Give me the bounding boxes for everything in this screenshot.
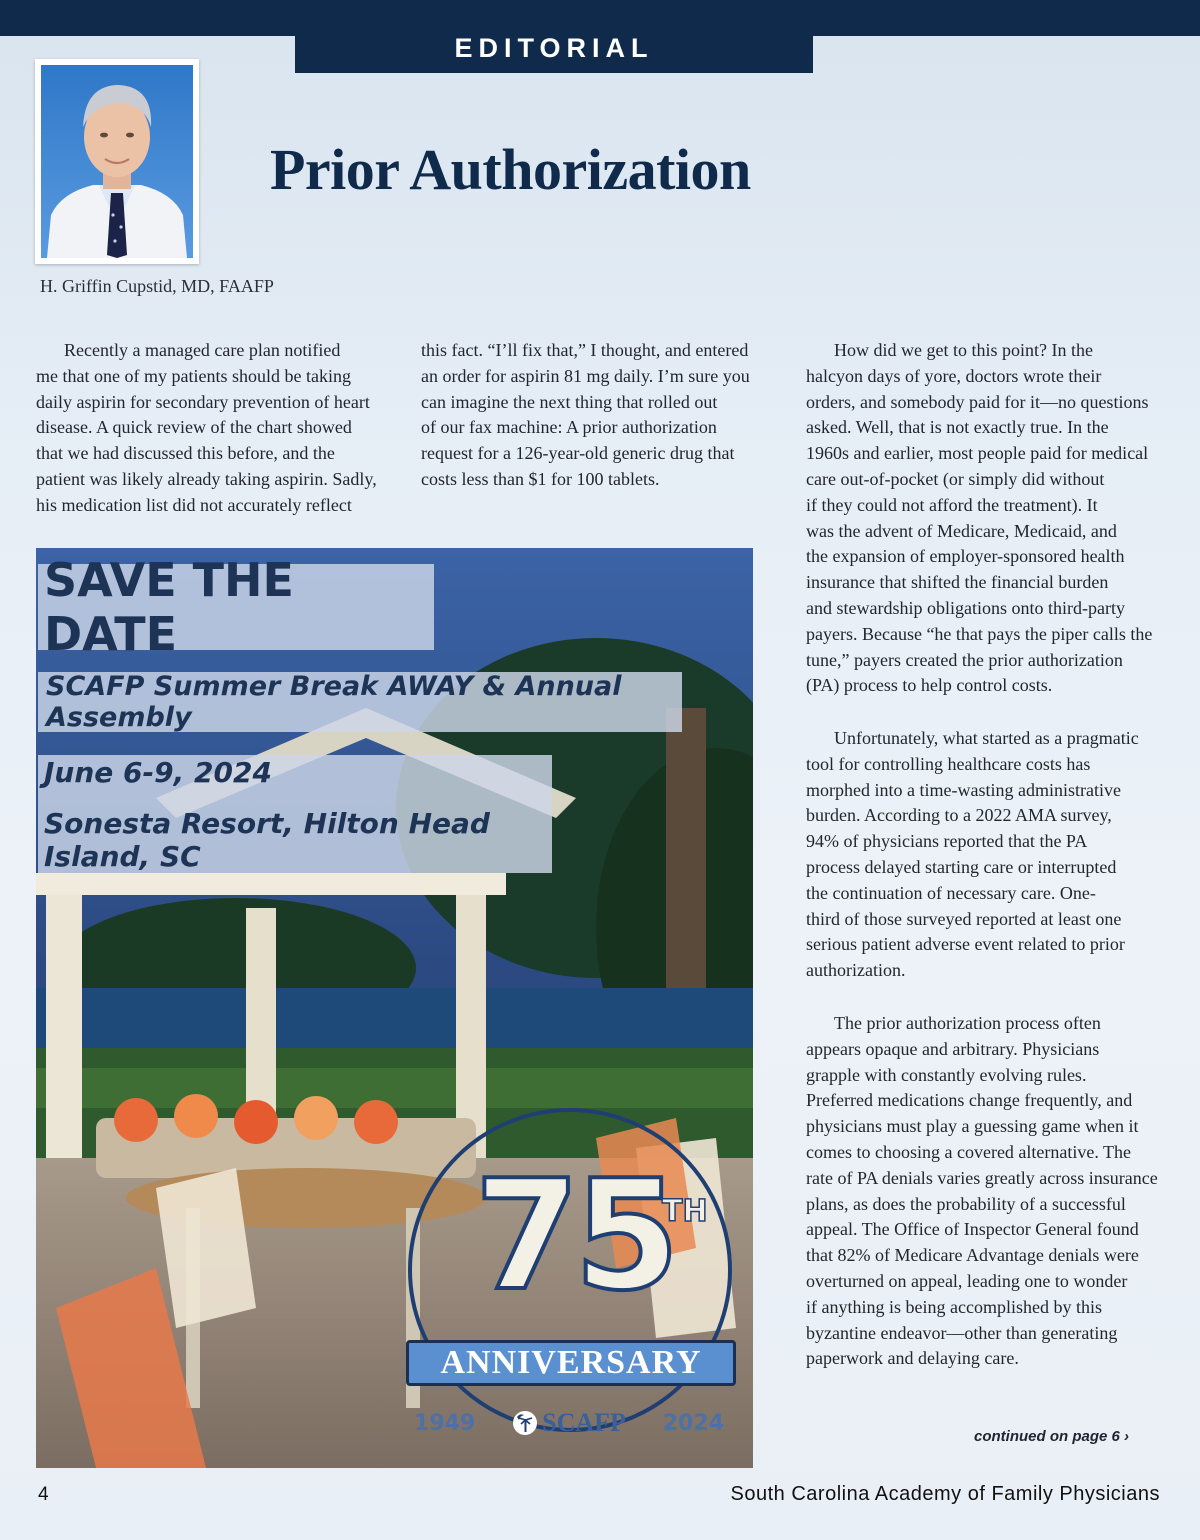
text-line: Recently a managed care plan notified bbox=[64, 340, 341, 360]
text-line: 94% of physicians reported that the PA bbox=[806, 831, 1088, 852]
text-line: this fact. “I’ll fix that,” I thought, and entered bbox=[421, 340, 749, 360]
column-3-paragraph-3 bbox=[806, 1011, 1158, 1372]
text-line: tune,” payers created the prior authorization bbox=[806, 649, 1123, 670]
text-line: 1960s and earlier, most people paid for medical bbox=[806, 443, 1149, 464]
text-line: that 82% of Medicare Advantage denials were bbox=[806, 1245, 1139, 1266]
text-line: request for a 126-year-old generic drug that bbox=[421, 443, 735, 464]
text-line: authorization. bbox=[806, 960, 906, 981]
text-line: and stewardship obligations onto third-party bbox=[806, 597, 1125, 618]
text-line: byzantine endeavor—other than generating bbox=[806, 1322, 1118, 1343]
text-line: me that one of my patients should be taking bbox=[36, 365, 351, 386]
text-line: (PA) process to help control costs. bbox=[806, 675, 1053, 696]
page-number: 4 bbox=[38, 1484, 49, 1505]
text-line: disease. A quick review of the chart showed bbox=[36, 417, 352, 438]
text-line: overturned on appeal, leading one to wonder bbox=[806, 1270, 1128, 1291]
column-1-text bbox=[36, 338, 377, 519]
author-photo bbox=[35, 59, 199, 264]
scafp-logo bbox=[512, 1408, 626, 1438]
save-the-date-banner bbox=[38, 553, 434, 661]
text-line: serious patient adverse event related to prior bbox=[806, 934, 1125, 955]
text-line: the continuation of necessary care. One- bbox=[806, 882, 1096, 903]
save-the-date-headline: SAVE THE DATE bbox=[44, 553, 294, 661]
text-line: paperwork and delaying care. bbox=[806, 1348, 1019, 1369]
anniversary-suffix: TH bbox=[662, 1194, 708, 1229]
section-label: EDITORIAL bbox=[295, 24, 813, 73]
text-line: Unfortunately, what started as a pragmatic bbox=[834, 728, 1139, 748]
text-line: patient was likely already taking aspirin. Sadly, bbox=[36, 468, 377, 489]
author-byline: H. Griffin Cupstid, MD, FAAFP bbox=[40, 276, 274, 296]
text-line: tool for controlling healthcare costs has bbox=[806, 753, 1091, 774]
text-line: grapple with constantly evolving rules. bbox=[806, 1064, 1087, 1085]
text-line: appears opaque and arbitrary. Physicians bbox=[806, 1038, 1100, 1059]
text-line: rate of PA denials varies greatly across insurance bbox=[806, 1167, 1158, 1188]
publication-name: South Carolina Academy of Family Physicians bbox=[730, 1483, 1160, 1505]
text-line: insurance that shifted the financial burden bbox=[806, 572, 1109, 593]
text-line: if they could not afford the treatment). It bbox=[806, 494, 1098, 515]
text-line: can imagine the next thing that rolled out bbox=[421, 391, 718, 412]
text-line: process delayed starting care or interrupted bbox=[806, 856, 1117, 877]
text-line: was the advent of Medicare, Medicaid, and bbox=[806, 520, 1117, 541]
text-line: costs less than $1 for 100 tablets. bbox=[421, 468, 660, 489]
badge-footer bbox=[414, 1406, 724, 1440]
text-line: third of those surveyed reported at least one bbox=[806, 908, 1122, 929]
text-line: morphed into a time-wasting administrative bbox=[806, 779, 1121, 800]
text-line: of our fax machine: A prior authorization bbox=[421, 417, 717, 438]
continued-link[interactable]: continued on page 6 › bbox=[974, 1428, 1130, 1445]
anniversary-number: 75 bbox=[474, 1147, 674, 1324]
text-line: orders, and somebody paid for it—no questions bbox=[806, 391, 1149, 412]
text-line: plans, as does the probability of a successful bbox=[806, 1193, 1126, 1214]
event-location: Sonesta Resort, Hilton Head Island, SC bbox=[44, 806, 490, 873]
event-dates: June 6-9, 2024 bbox=[44, 755, 272, 789]
year-start: 1949 bbox=[414, 1410, 476, 1436]
text-line: an order for aspirin 81 mg daily. I’m sure you bbox=[421, 365, 750, 386]
column-3-paragraph-2 bbox=[806, 726, 1139, 984]
text-line: physicians must play a guessing game when it bbox=[806, 1116, 1139, 1137]
text-line: that we had discussed this before, and the bbox=[36, 443, 335, 464]
text-line: daily aspirin for secondary prevention of heart bbox=[36, 391, 370, 412]
anniversary-label: ANNIVERSARY bbox=[406, 1340, 736, 1386]
text-line: halcyon days of yore, doctors wrote their bbox=[806, 365, 1102, 386]
text-line: if anything is being accomplished by this bbox=[806, 1296, 1102, 1317]
event-name-banner bbox=[38, 672, 682, 732]
text-line: Preferred medications change frequently, and bbox=[806, 1090, 1133, 1111]
text-line: care out-of-pocket (or simply did without bbox=[806, 468, 1105, 489]
text-line: appeal. The Office of Inspector General found bbox=[806, 1219, 1139, 1240]
org-name: SCAFP bbox=[542, 1408, 626, 1437]
text-line: How did we get to this point? In the bbox=[834, 340, 1093, 360]
event-name: SCAFP Summer Break AWAY & Annual Assembly bbox=[46, 671, 622, 733]
text-line: payers. Because “he that pays the piper calls the bbox=[806, 623, 1153, 644]
text-line: comes to choosing a covered alternative. The bbox=[806, 1141, 1132, 1162]
column-2-text bbox=[421, 338, 750, 493]
save-the-date-ad bbox=[36, 548, 753, 1468]
text-line: asked. Well, that is not exactly true. In the bbox=[806, 417, 1109, 438]
author-portrait-image bbox=[41, 65, 193, 258]
anniversary-badge bbox=[404, 1108, 744, 1448]
text-line: burden. According to a 2022 AMA survey, bbox=[806, 805, 1112, 826]
article-title: Prior Authorization bbox=[270, 137, 751, 202]
text-line: The prior authorization process often bbox=[834, 1013, 1101, 1033]
column-3-paragraph-1 bbox=[806, 338, 1152, 699]
palmetto-moon-icon bbox=[512, 1410, 538, 1436]
year-end: 2024 bbox=[662, 1410, 724, 1436]
text-line: the expansion of employer-sponsored health bbox=[806, 546, 1125, 567]
event-details-banner bbox=[38, 755, 552, 873]
text-line: his medication list did not accurately reflect bbox=[36, 494, 352, 515]
